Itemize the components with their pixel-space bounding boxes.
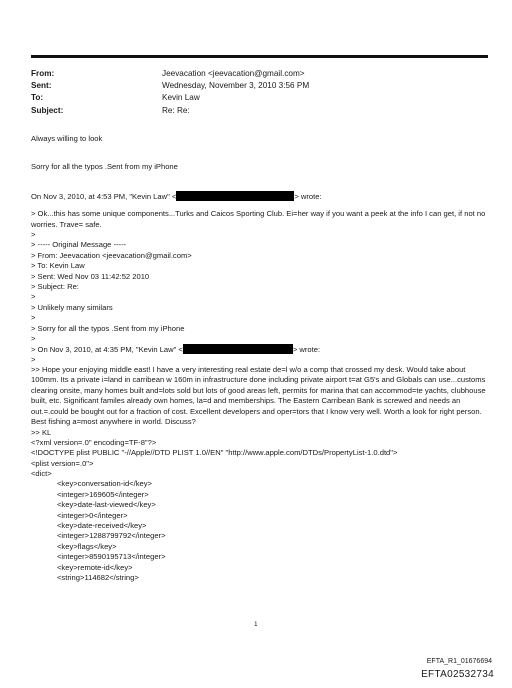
body-line: Sorry for all the typos .Sent from my iPhone — [31, 162, 178, 172]
from-label: From: — [31, 69, 55, 78]
page-number: 1 — [254, 621, 258, 628]
nested-quote-intro-line — [31, 344, 493, 354]
header-rule — [31, 55, 488, 58]
nested-quote-intro-text: > On Nov 3, 2010, at 4:35 PM, "Kevin Law" < — [31, 345, 183, 355]
quote-intro-wrote: > wrote: — [294, 191, 322, 201]
efta-id-large: EFTA02532734 — [421, 669, 494, 680]
email-body — [31, 134, 493, 583]
redaction-block — [176, 191, 294, 201]
sent-label: Sent: — [31, 81, 52, 91]
body-line: >> KL — [31, 427, 52, 437]
body-line: > Subject: Re: — [31, 281, 79, 291]
xml-line: <integer>8590195713</integer> — [57, 552, 166, 562]
to-value: Kevin Law — [162, 93, 200, 103]
xml-line: <dict> — [31, 469, 52, 479]
quote-intro-line — [31, 191, 493, 201]
to-label: To: — [31, 93, 44, 103]
xml-line: <plist version=.0"> — [31, 458, 94, 468]
subject-value: Re: Re: — [162, 105, 190, 115]
body-line: > — [31, 333, 36, 343]
body-line: > Sorry for all the typos .Sent from my iPhone — [31, 323, 185, 333]
xml-line: <key>remote-id</key> — [57, 562, 133, 572]
xml-line: <integer>169605</integer> — [57, 489, 149, 499]
from-value: Jeevacation <jeevacation@gmail.com> — [162, 69, 305, 78]
xml-line: <?xml version=.0" encoding=TF-8"?> — [31, 437, 157, 447]
body-line: > Unlikely many similars — [31, 302, 113, 312]
body-line: > — [31, 354, 36, 364]
body-line: > ----- Original Message ----- — [31, 240, 127, 250]
body-line: > — [31, 229, 36, 239]
sent-value: Wednesday, November 3, 2010 3:56 PM — [162, 81, 310, 91]
body-line: > From: Jeevacation <jeevacation@gmail.com> — [31, 250, 192, 260]
subject-label: Subject: — [31, 105, 64, 115]
body-line: > — [31, 313, 36, 323]
xml-line: <key>conversation-id</key> — [57, 479, 152, 489]
redaction-block — [183, 344, 293, 354]
xml-line: <key>flags</key> — [57, 541, 117, 551]
xml-line: <integer>0</integer> — [57, 510, 128, 520]
xml-line: <integer>1288799792</integer> — [57, 531, 166, 541]
body-line: > Ok...this has some unique components...Turks and Caicos Sporting Club. Ei=her way if you want a peek at the info I can get, if not no worries. Trave= safe. — [31, 209, 486, 229]
xml-line: <key>date-last-viewed</key> — [57, 500, 156, 510]
body-line: Always willing to look — [31, 134, 103, 143]
nested-quote-intro-wrote: > wrote: — [292, 345, 321, 355]
xml-line: <key>date-received</key> — [57, 521, 147, 531]
body-paragraph: >> Hope your enjoying middle east! I have a very interesting real estate de=l w/o a comp that crossed my desk. Would take about 100mm. Its a private i=land in carribean w 160m in infrastructure done including private airport t=at G5's and Globals can use...customs clearing onsite, many homes built and=lots sold but lots of good areas left, permits for marina that can accommod=te yachts, clubhouse built, etc. Significant familes already own homes, la=d and memberships. The Eastern Carribean Bank is screwed and needs an out.=.could be bought out for a fraction of cost. Excellent developers and oper=tors that I know very well. Worth a look for right person. Best fishing a=most anywhere in world. Discuss? — [31, 365, 486, 427]
xml-line: <string>114682</string> — [57, 572, 139, 582]
xml-line: <!DOCTYPE plist PUBLIC "-//Apple//DTD PLIST 1.0//EN" "http://www.apple.com/DTDs/PropertyList-1.0.dtd"> — [31, 448, 398, 458]
body-line: > Sent: Wed Nov 03 11:42:52 2010 — [31, 271, 150, 281]
efta-id-small: EFTA_R1_01676694 — [426, 658, 492, 665]
body-line: > To: Kevin Law — [31, 261, 85, 271]
quote-intro-text: On Nov 3, 2010, at 4:53 PM, "Kevin Law" < — [31, 191, 177, 201]
body-line: > — [31, 292, 36, 302]
